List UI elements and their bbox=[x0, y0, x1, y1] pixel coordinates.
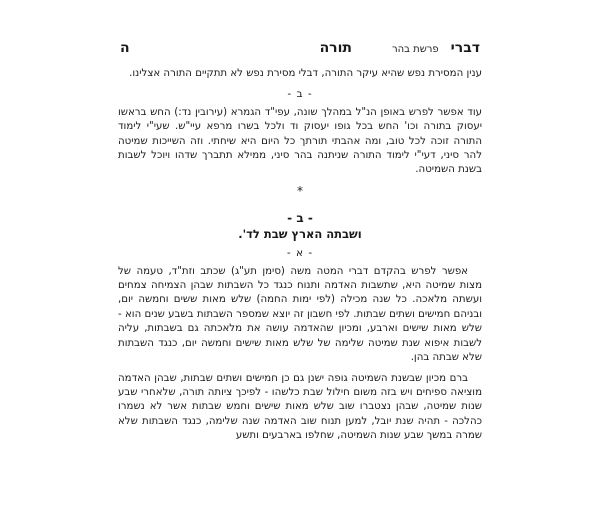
subsection-marker-b: - ב - bbox=[287, 88, 313, 101]
header-book-title: דברי bbox=[450, 40, 480, 56]
paragraph-continuation: ענין המסירת נפש שהיא עיקר התורה, דבלי מסירת נפש לא תתקיים התורה אצלינו. bbox=[129, 68, 482, 79]
section-verse-title: ושבתה הארץ שבת לד'. bbox=[238, 227, 362, 242]
main-text bbox=[118, 67, 482, 444]
header-parsha-name: פרשת בהר bbox=[391, 44, 439, 55]
section-divider-star: * bbox=[297, 183, 303, 198]
running-header bbox=[120, 40, 480, 62]
header-title-group bbox=[320, 40, 480, 56]
paragraph-3: אפשר לפרש בהקדם דברי המטה משה (סימן תע"ג) שכתב וזת"ד, טעמה של מצות שמיטה היא, שתשבות האדמה ותנוח כנגד כל השבתות שבהן הצמיחה צמחים ועשתה מלאכה. כל שנה מכילה (לפי ימות החמה) שלש מאות ששים וחמשה יום, ובניהם חמישים ושתים שבתות. לפי חשבון זה יוצא שמספר השבתות בשבע שנים הוא - שלש מאות שישים וארבע, ומכיון שהאדמה עושה את מלאכתה גם בשבתות, עליה לשבות איפוא שנת שמיטה שלימה של שלש מאות שישים וחמשה יום, כנגד השבתות שלא שבתה בהן. bbox=[118, 265, 482, 364]
section-heading: - ב - bbox=[287, 211, 313, 226]
subsection-marker-a: - א - bbox=[286, 247, 314, 260]
paragraph-4: ברם מכיון שבשנת השמיטה גופה ישנן גם כן חמישים ושתים שבתות, שבהן האדמה מוציאה ספיחים ויש בזה משום חילול שבת כלשהו - לפיכך ציותה תורה, שלאחרי שבע שנות שמיטה, שבהן נצטברו שוב שלש מאות שישים וחמש שבתות אשר לא נשמרו כהלכה - תהיה שנת יובל, למען תנוח שוב האדמה שנה שלימה, כנגד השבתות שלא שמרה במשך שבע שנות השמיטה, שחלפו בארבעים ותשע bbox=[118, 372, 482, 442]
header-torah-label: תורה bbox=[319, 40, 352, 56]
paragraph-2: עוד אפשר לפרש באופן הנ"ל במהלך שונה, עפי"ד הגמרא (עירובין נד:) החש בראשו יעסוק בתורה וכו' החש בכל גופו יעסוק וד ולכל בשרו מרפא עיי"ש. שעי"י לימוד התורה זוכה לכל טוב, ומה אהבתי תורתך כל היום היא שיחתי. וזה השייכות שמיטה להר סיני, דעי"י לימוד התורה שניתנה בהר סיני, ממילא תתברך שדהו ויוכל לשבות בשנת השמיטה. bbox=[118, 106, 482, 176]
page-number: ה bbox=[120, 40, 130, 56]
